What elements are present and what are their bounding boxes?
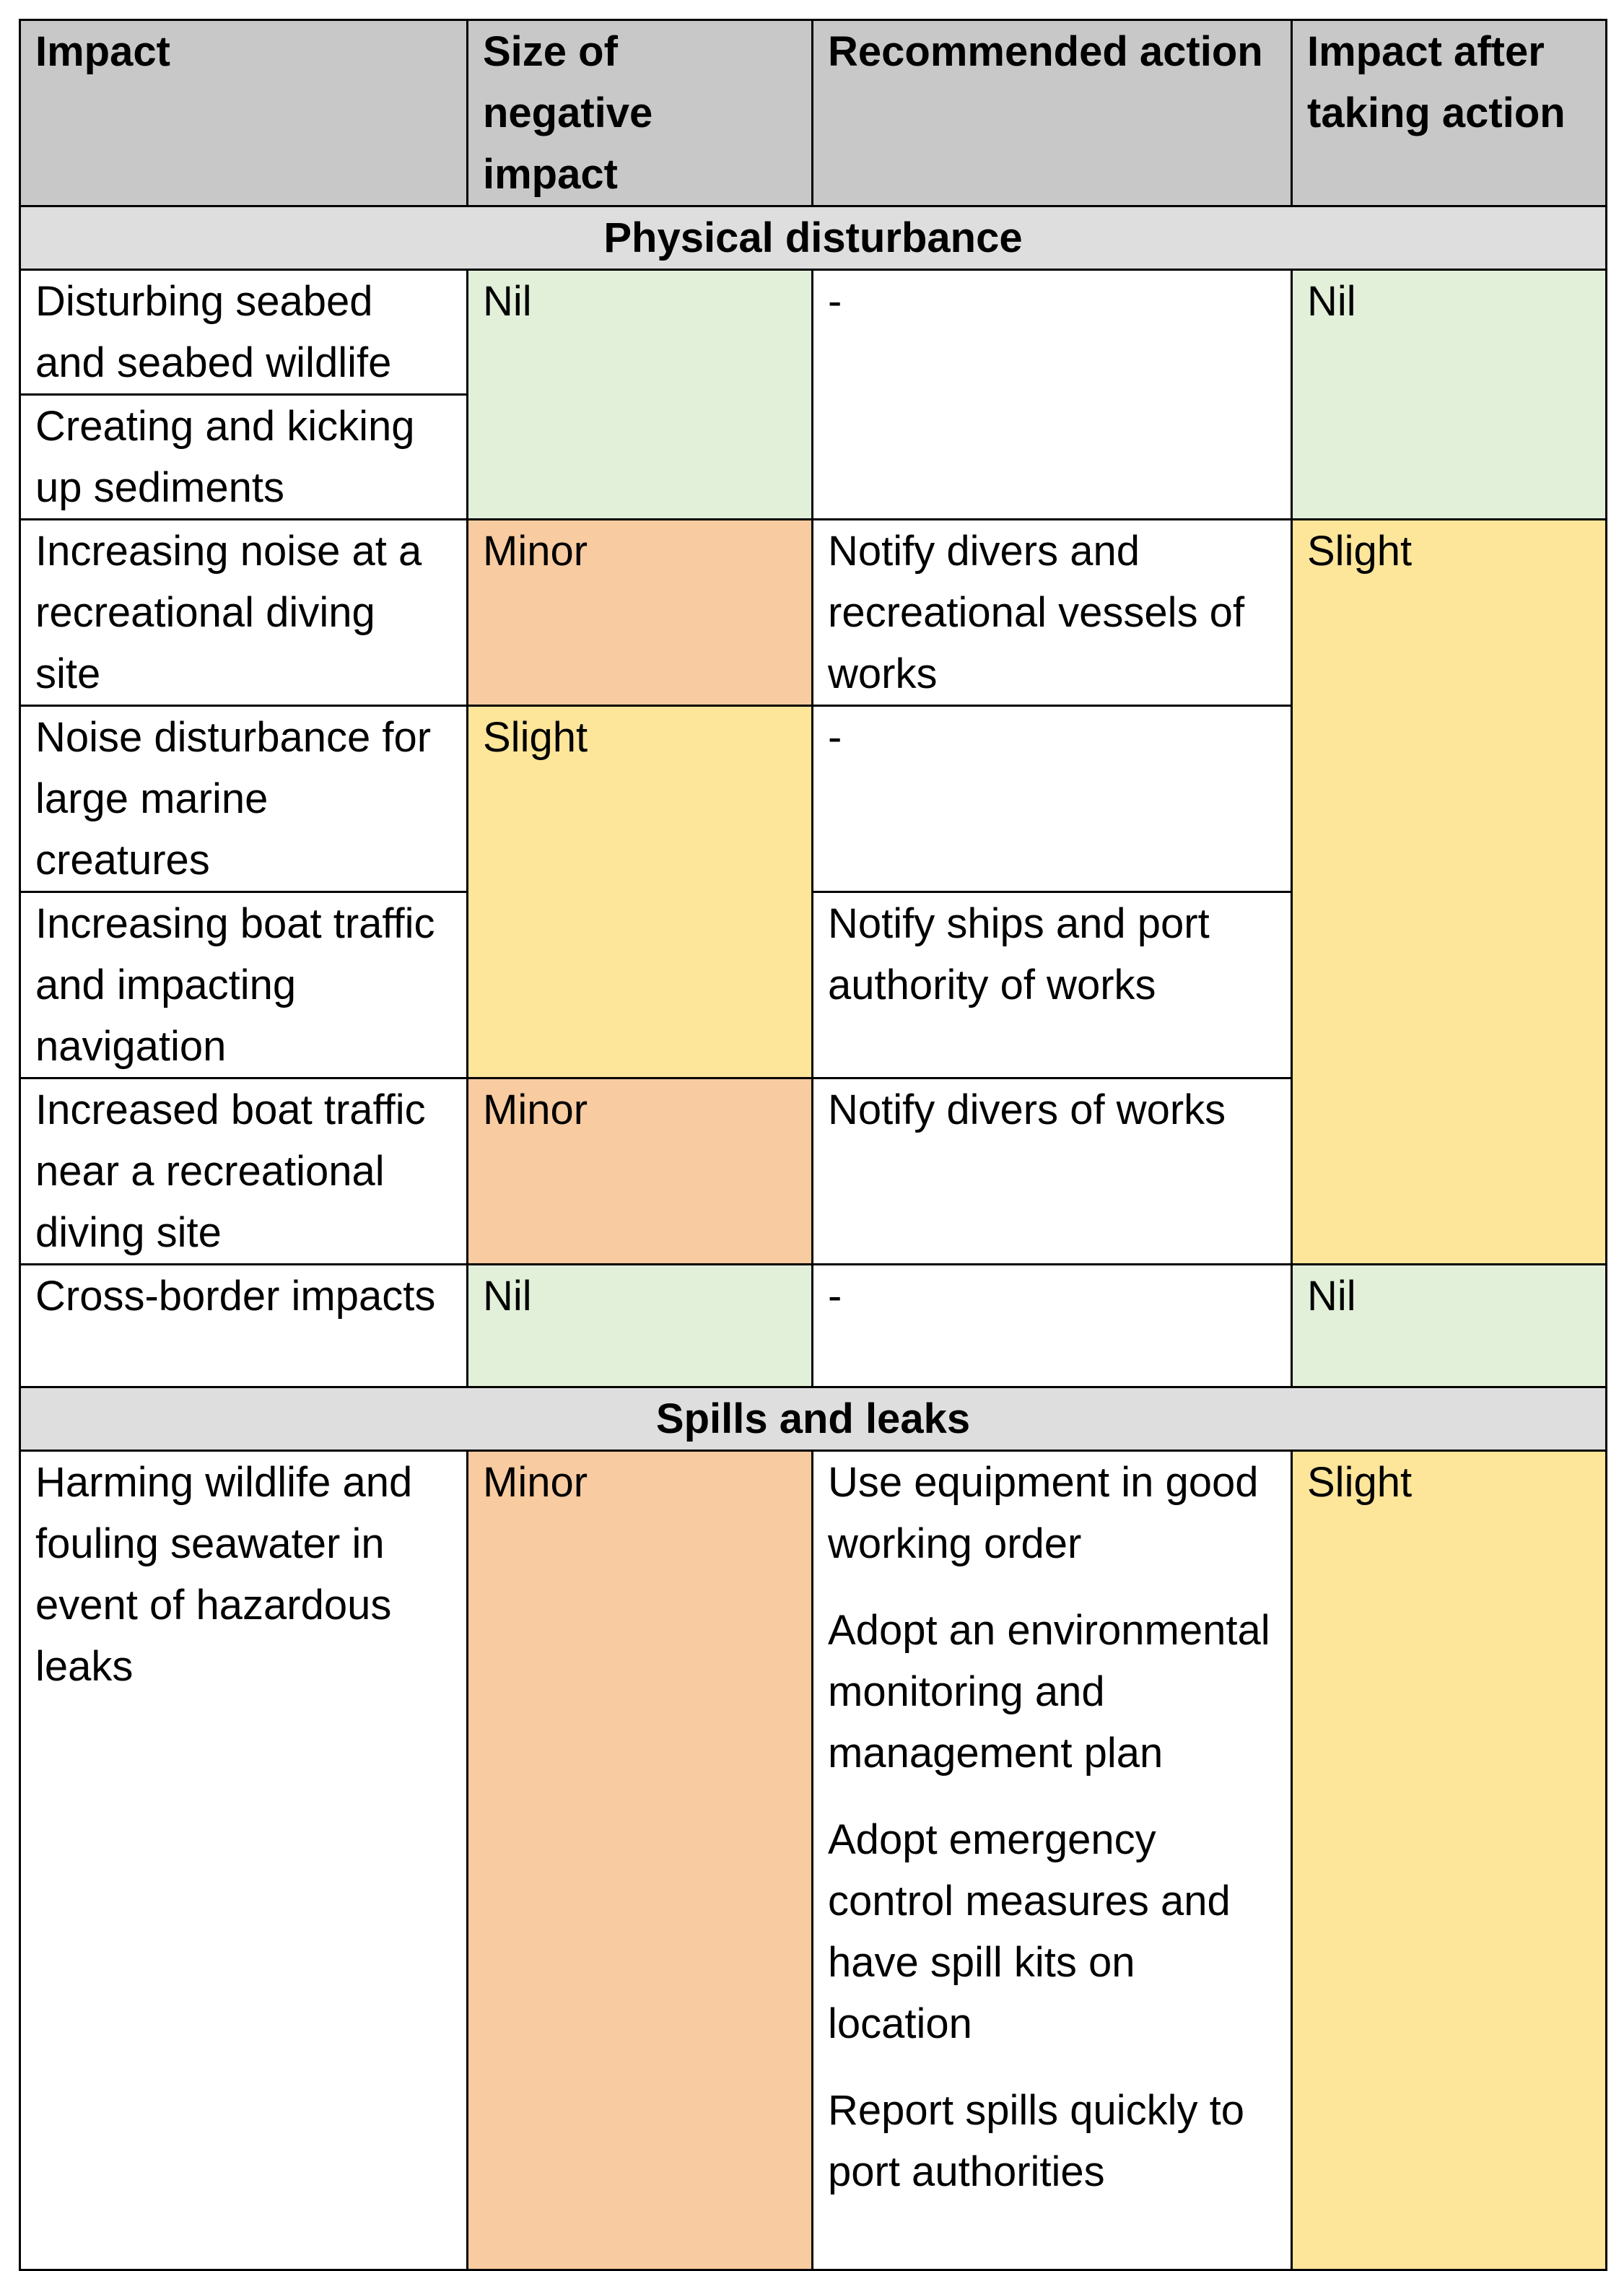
table-row <box>20 1451 1607 2270</box>
header-action: Recommended action <box>813 20 1292 206</box>
impact-cell: Harming wildlife and fouling seawater in event of hazardous leaks <box>20 1451 468 2270</box>
after-cell: Nil <box>1292 1265 1607 1387</box>
impact-cell: Creating and kicking up sediments <box>20 395 468 520</box>
action-item: Use equipment in good working order <box>828 1459 1259 1567</box>
header-row <box>20 20 1607 206</box>
action-cell: Notify ships and port authority of works <box>813 892 1292 1078</box>
impact-cell: Disturbing seabed and seabed wildlife <box>20 270 468 395</box>
after-cell: Slight <box>1292 1451 1607 2270</box>
impact-cell: Increasing noise at a recreational diving site <box>20 520 468 706</box>
table <box>19 19 1607 2271</box>
impact-cell: Increased boat traffic near a recreational diving site <box>20 1078 468 1265</box>
table-row <box>20 1265 1607 1387</box>
table-row <box>20 520 1607 706</box>
after-cell: Slight <box>1292 520 1607 1265</box>
action-cell <box>813 1451 1292 2270</box>
header-after: Impact after taking action <box>1292 20 1607 206</box>
section-physical-disturbance: Physical disturbance <box>20 206 1607 270</box>
size-cell: Minor <box>468 520 813 706</box>
size-cell: Slight <box>468 706 813 1078</box>
action-cell: Notify divers and recreational vessels of works <box>813 520 1292 706</box>
table-row <box>20 270 1607 395</box>
size-cell: Nil <box>468 1265 813 1387</box>
impact-cell: Noise disturbance for large marine creatures <box>20 706 468 892</box>
action-cell: Notify divers of works <box>813 1078 1292 1265</box>
impact-cell: Increasing boat traffic and impacting navigation <box>20 892 468 1078</box>
impact-assessment-table <box>19 19 1607 2271</box>
action-cell: - <box>813 1265 1292 1387</box>
section-spills-and-leaks: Spills and leaks <box>20 1387 1607 1451</box>
action-item: Adopt emergency control measures and have spill kits on location <box>828 1816 1231 2047</box>
action-item: Adopt an environmental monitoring and management plan <box>828 1607 1270 1777</box>
header-impact: Impact <box>20 20 468 206</box>
action-cell: - <box>813 270 1292 520</box>
section-row-spills <box>20 1387 1607 1451</box>
size-cell: Minor <box>468 1078 813 1265</box>
section-row-physical <box>20 206 1607 270</box>
size-cell: Nil <box>468 270 813 520</box>
action-item: Report spills quickly to port authorities <box>828 2087 1244 2195</box>
header-size: Size of negative impact <box>468 20 813 206</box>
after-cell: Nil <box>1292 270 1607 520</box>
size-cell: Minor <box>468 1451 813 2270</box>
impact-cell: Cross-border impacts <box>20 1265 468 1387</box>
action-cell: - <box>813 706 1292 892</box>
